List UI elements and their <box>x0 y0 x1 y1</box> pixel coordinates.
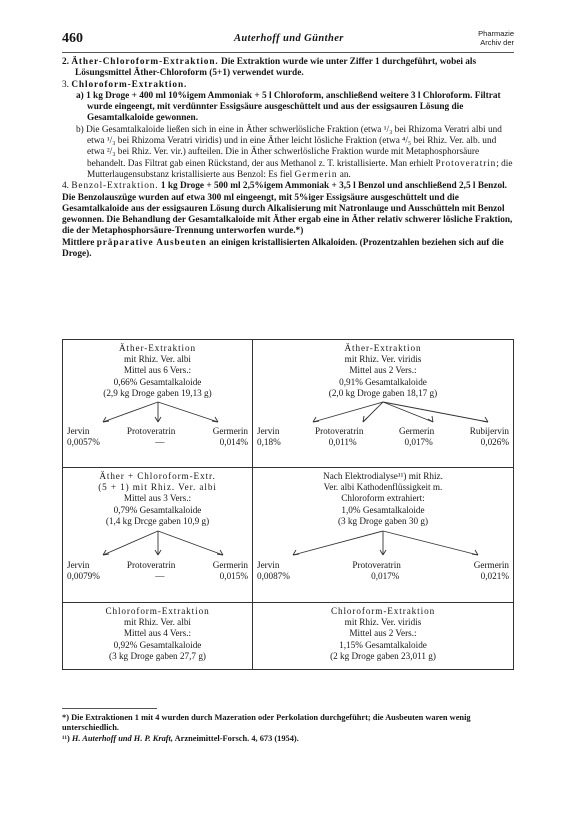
alkaloid-value: 0,014% <box>219 437 248 448</box>
footnote-11-reference: Arzneimittel-Forsch. 4, 673 (1954). <box>174 733 299 743</box>
table-row <box>62 602 514 669</box>
alkaloid-name: Protoveratrin <box>352 560 401 571</box>
footnote-rule <box>62 708 157 709</box>
alkaloid-value: 0,18% <box>257 437 281 448</box>
header-rule <box>62 52 514 53</box>
section-3-heading <box>62 80 514 91</box>
table-cell-chloroform-albi <box>62 602 253 670</box>
alkaloid-names <box>253 560 513 571</box>
cell-line: (5 + 1) mit Rhiz. Ver. albi <box>98 482 217 493</box>
alkaloid-name: Germerin <box>212 426 248 437</box>
cell-line: Mittel aus 4 Vers.: <box>123 628 192 639</box>
branch-arrows <box>63 528 253 560</box>
branch-arrows <box>253 400 513 426</box>
cell-line: Chloroform extrahiert: <box>341 493 425 504</box>
section-2-text: Die Extraktion wurde wie unter Ziffer 1 durchgeführt, wobei als Lösungsmittel Äther-Chloroform (5+1) verwendet wurde. <box>75 57 477 79</box>
journal-name <box>478 30 514 47</box>
alkaloid-name: Germerin <box>473 560 509 571</box>
table-cell-ether-viridis <box>252 339 514 468</box>
cell-title: Chloroform-Extraktion <box>330 606 436 616</box>
table-cell-ether-chloroform-albi <box>62 467 253 603</box>
branch-arrows <box>63 400 253 426</box>
cell-title: Äther-Extraktion <box>119 343 196 353</box>
cell-line: mit Rhiz. Ver. viridis <box>344 617 422 628</box>
table-cell-ether-albi <box>62 339 253 468</box>
alkaloid-values <box>63 437 252 448</box>
alkaloid-value: 0,0087% <box>257 571 290 582</box>
cell-line: Ver. albi Kathodenflüssigkeit m. <box>323 482 443 493</box>
cell-line: 0,92% Gesamtalkaloide <box>113 639 202 650</box>
cell-line: (2,9 kg Droge gaben 19,13 g) <box>103 387 212 398</box>
table-cell-electrodialysis <box>252 467 514 603</box>
alkaloid-value: 0,015% <box>219 571 248 582</box>
yields-intro <box>62 238 514 261</box>
running-title: Auterhoff und Günther <box>234 33 344 44</box>
alkaloid-name: Protoveratrin <box>314 426 364 437</box>
cell-line: 1,15% Gesamtalkaloide <box>339 639 427 650</box>
cell-line: mit Rhiz. Ver. albi <box>124 354 191 365</box>
table-row <box>62 467 514 602</box>
footnotes <box>62 713 514 744</box>
cell-title: Chloroform-Extraktion <box>105 606 210 616</box>
section-3b-part2: ; die Mutterlaugensubstanz kristallisierte aus Benzol: Es fiel <box>87 158 513 180</box>
cell-line: (2,0 kg Droge gaben 18,17 g) <box>328 387 438 398</box>
cell-line: Mittel aus 6 Vers.: <box>123 365 192 376</box>
cell-line: (2 kg Droge gaben 23,011 g) <box>330 650 436 661</box>
journal-line-1: Pharmazie <box>478 29 514 38</box>
alkaloid-value: 0,017% <box>404 437 433 448</box>
alkaloid-value: 0,0079% <box>67 571 100 582</box>
alkaloid-name: Jervin <box>257 560 280 571</box>
alkaloid-value: 0,017% <box>371 571 400 582</box>
footnote-11-authors: H. Auterhoff und H. P. Kraft, <box>71 733 173 743</box>
footnote-1: *) Die Extraktionen 1 mit 4 wurden durch Mazeration oder Perkolation durchgeführt; die Ausbeuten waren wenig unterschiedlich. <box>62 713 471 733</box>
section-3b <box>62 125 514 181</box>
branch-arrows <box>253 528 513 560</box>
cell-line: (1,4 kg Drcge gaben 10,9 g) <box>105 515 210 526</box>
alkaloid-name: Jervin <box>67 426 90 437</box>
page-header <box>62 30 514 50</box>
cell-line: 0,91% Gesamtalkaloide <box>339 376 427 387</box>
yields-intro-spaced: präparative Ausbeuten <box>96 237 207 248</box>
section-3b-part3: an. <box>339 169 351 180</box>
section-3a: a) 1 kg Droge + 400 ml 10%igem Ammoniak + 5 l Chloroform, anschließend weitere 3 l Chloroform. Filtrat wurde eingeengt, mit verdünnter Essigsäure ausgeschüttelt und aus der essigsauren Lösung die Gesamtalkaloide gewonnen. <box>76 90 501 124</box>
cell-line: Mittel aus 2 Vers.: <box>349 365 417 376</box>
alkaloid-names <box>253 426 513 437</box>
compound-protoveratrin: Protoveratrin <box>435 158 497 169</box>
yields-intro-start: Mittlere <box>62 237 95 248</box>
cell-line: 0,79% Gesamtalkaloide <box>113 504 202 515</box>
yield-table <box>62 339 514 669</box>
journal-line-2: Archiv der <box>480 37 514 47</box>
cell-line: 0,66% Gesamtalkaloide <box>113 376 202 387</box>
alkaloid-value: 0,011% <box>328 437 357 448</box>
alkaloid-value: — <box>155 571 165 582</box>
alkaloid-value: 0,0057% <box>67 437 100 448</box>
section-2-title: Äther-Chloroform-Extraktion. <box>71 57 219 67</box>
alkaloid-values <box>63 571 252 582</box>
footnote-11 <box>62 734 514 744</box>
section-4 <box>62 181 514 192</box>
table-row <box>62 339 514 467</box>
section-4-number: 4. <box>62 181 69 192</box>
cell-line: Mittel aus 2 Vers.: <box>349 628 417 639</box>
alkaloid-name: Rubijervin <box>469 426 509 437</box>
section-2-number: 2. <box>62 57 69 67</box>
cell-title: Äther-Extraktion <box>344 343 422 353</box>
alkaloid-values <box>253 571 513 582</box>
alkaloid-value: 0,026% <box>480 437 509 448</box>
cell-line: mit Rhiz. Ver. albi <box>124 617 191 628</box>
alkaloid-name: Germerin <box>398 426 435 437</box>
section-3b-part1: b) Die Gesamtalkaloide ließen sich in eine in Äther schwerlösliche Fraktion (etwa ¹/₃ bei Rhizoma Veratri albi und etwa ¹/₃ bei Rhizoma Veratri viridis) und in eine Äther leicht lösliche Fraktion (etwa ⁴/₅ bei Rhiz. Ver. alb. und etwa ²/₃ bei Rhiz. Ver. vir.) aufteilen. Die in Äther schwerlösliche Fraktion wurde mit Metaphosphorsäure behandelt. Das Filtrat gab einen Rückstand, der aus Methanol z. T. kristallisierte. Man erhielt <box>76 124 502 169</box>
table-cell-chloroform-viridis <box>252 602 514 670</box>
alkaloid-names <box>63 560 252 571</box>
section-3-title: Chloroform-Extraktion. <box>71 79 188 90</box>
footnote-11-mark: ¹¹) <box>62 733 70 743</box>
alkaloid-values <box>253 437 513 448</box>
cell-line: (3 kg Droge gaben 27,7 g) <box>109 650 206 661</box>
alkaloid-name: Protoveratrin <box>126 560 176 571</box>
page-number: 460 <box>62 31 83 46</box>
cell-line: mit Rhiz. Ver. viridis <box>344 354 422 365</box>
alkaloid-name: Jervin <box>67 560 90 571</box>
section-4-paragraph: Die Benzolauszüge wurden auf etwa 300 ml eingeengt, mit 5%iger Essigsäure ausgeschüttelt und die Gesamtalkaloide aus der essigsauren Lösung durch Alkalisierung mit Natronlauge und Ausschütteln mit Benzol gewonnen. Die Behandlung der Gesamtalkaloide mit Äther ergab eine in Äther relativ schwerer lösliche Fraktion, die der Metaphosphorsäure-Trennung unterworfen wurde.*) <box>62 192 513 237</box>
alkaloid-name: Protoveratrin <box>126 426 176 437</box>
yields-intro-end: an einigen kristallisierten Alkaloiden. (Prozentzahlen beziehen sich auf die Droge). <box>62 237 504 260</box>
cell-line: Mittel aus 3 Vers.: <box>123 493 192 504</box>
compound-germerin: Germerin <box>294 169 338 180</box>
alkaloid-value: 0,021% <box>480 571 509 582</box>
alkaloid-names <box>63 426 252 437</box>
section-4-title: Benzol-Extraktion. <box>71 181 159 192</box>
section-2 <box>62 57 514 80</box>
cell-title: Nach Elektrodialyse¹¹) mit Rhiz. <box>323 471 443 481</box>
alkaloid-name: Germerin <box>212 560 248 571</box>
cell-title: Äther + Chloroform-Extr. <box>99 471 216 481</box>
alkaloid-value: — <box>155 437 165 448</box>
section-4-lead: 1 kg Droge + 500 ml 2,5%igem Ammoniak + 3,5 l Benzol und anschließend 2,5 l Benzol. <box>160 181 508 192</box>
body-text <box>62 57 514 260</box>
cell-line: (3 kg Droge gaben 30 g) <box>337 515 429 526</box>
section-3-number: 3. <box>62 79 69 90</box>
alkaloid-name: Jervin <box>257 426 280 437</box>
cell-line: 1,0% Gesamtalkaloide <box>341 504 425 515</box>
